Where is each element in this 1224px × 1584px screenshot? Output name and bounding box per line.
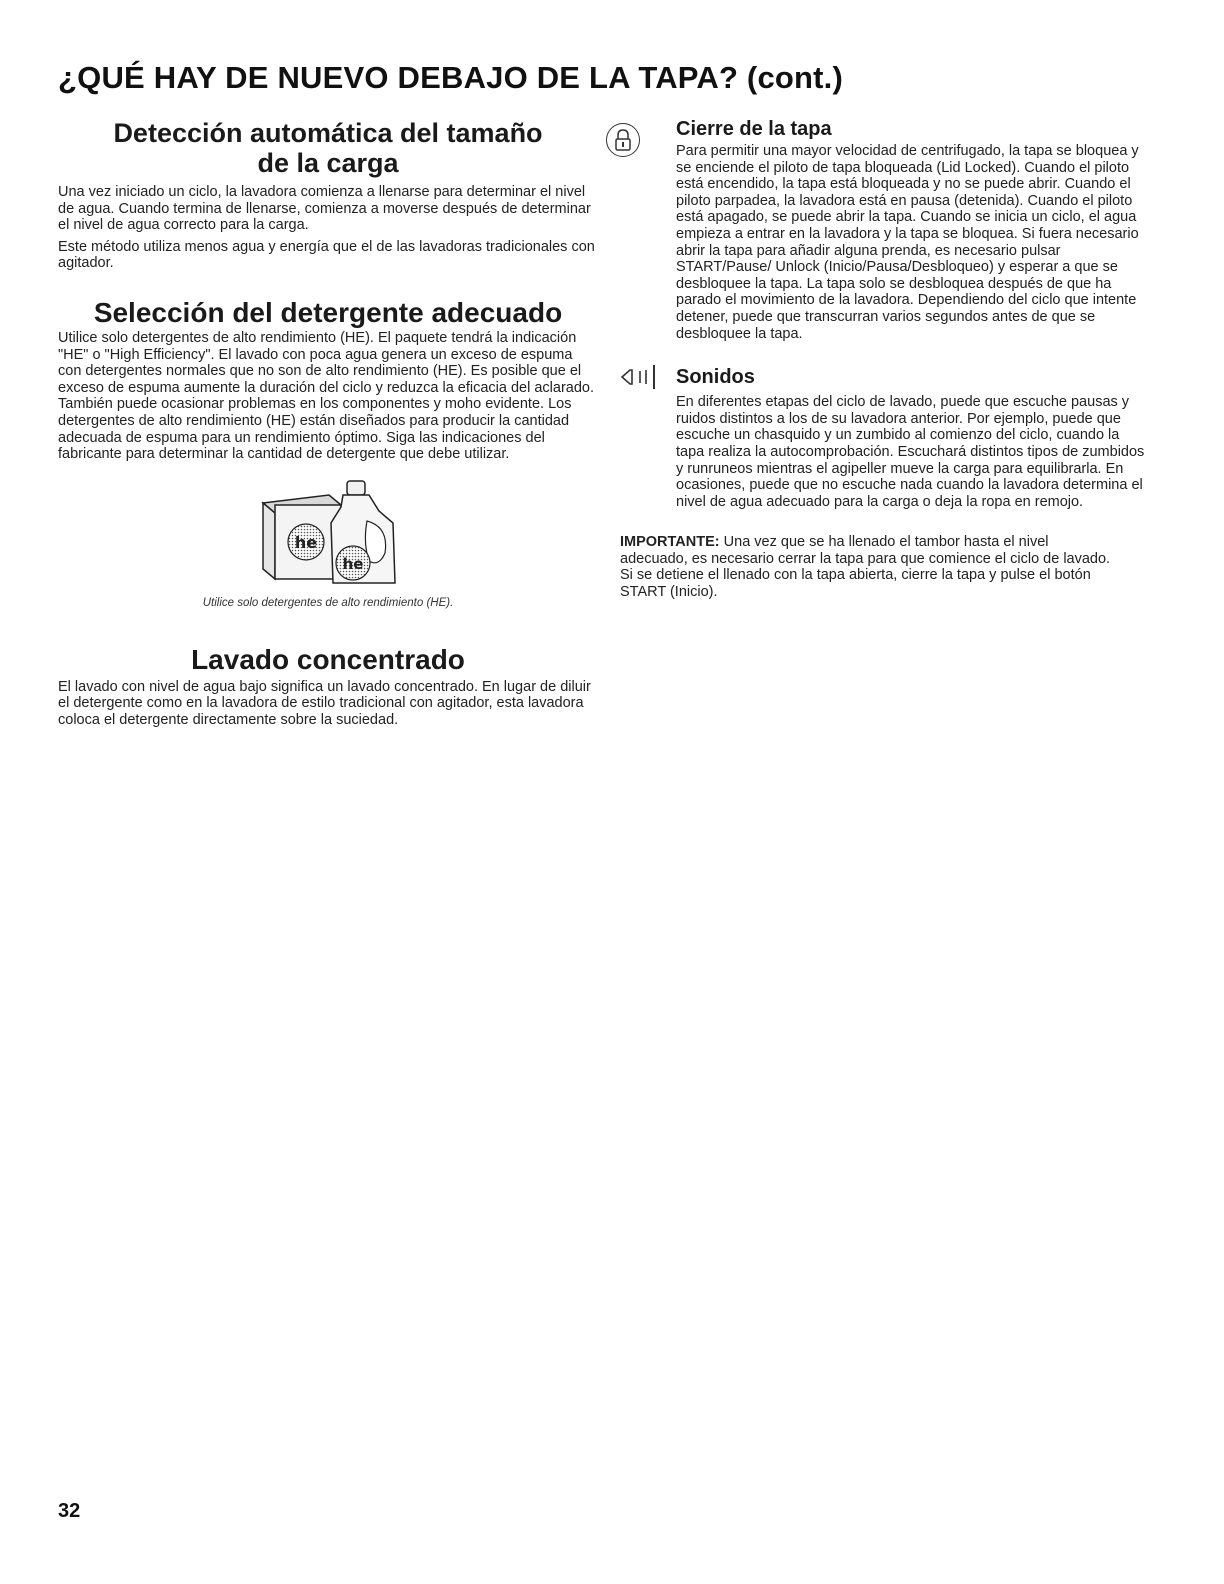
detergent-illustration bbox=[58, 477, 598, 589]
heading-line: de la carga bbox=[257, 148, 399, 178]
section-heading: Cierre de la tapa bbox=[676, 118, 832, 140]
important-note bbox=[620, 534, 1120, 600]
section-lavado bbox=[58, 645, 598, 729]
paragraph: Una vez iniciado un ciclo, la lavadora comienza a llenarse para determinar el nivel de agua. Cuando termina de llenarse, comienza a moverse después de determinar el nivel de agua correcto para la carga. bbox=[58, 184, 591, 234]
section-heading: Sonidos bbox=[676, 366, 755, 389]
speaker-icon bbox=[620, 362, 666, 392]
important-text: Una vez que se ha llenado el tambor hasta el nivel adecuado, es necesario cerrar la tapa para que comience el ciclo de lavado. Si se detiene el llenado con la tapa abierta, cierre la tapa y pulse el botón START (Inicio). bbox=[620, 534, 1111, 601]
section-sonidos bbox=[612, 366, 1152, 510]
he-logo-text: he bbox=[342, 554, 364, 573]
paragraph: El lavado con nivel de agua bajo significa un lavado concentrado. En lugar de diluir el detergente como en la lavadora de estilo tradicional con agitador, esta lavadora coloca el detergente directamente sobre la suciedad. bbox=[58, 678, 591, 728]
lock-icon bbox=[606, 123, 640, 157]
paragraph: Este método utiliza menos agua y energía que el de las lavadoras tradicionales con agitador. bbox=[58, 238, 595, 272]
section-heading bbox=[58, 118, 598, 178]
paragraph: En diferentes etapas del ciclo de lavado, puede que escuche pausas y ruidos distintos a los de su lavadora anterior. Por ejemplo, puede que escuche un chasquido y un zumbido al comienzo del ciclo, cuando la tapa realiza la autocomprobación. Escuchará distintos tipos de zumbidos y runruneos mientras el agipeller mueve la carga para equilibrarla. En ocasiones, puede que no escuche nada cuando la lavadora determina el nivel de agua adecuado para la carga o deja la ropa en remojo. bbox=[676, 394, 1145, 510]
section-cierre bbox=[612, 118, 1152, 342]
he-logo-text: he bbox=[294, 532, 318, 552]
section-heading: Lavado concentrado bbox=[191, 643, 465, 675]
heading-line: Detección automática del tamaño bbox=[113, 118, 543, 148]
paragraph: Para permitir una mayor velocidad de centrifugado, la tapa se bloquea y se enciende el piloto de tapa bloqueada (Lid Locked). Cuando el piloto está encendido, la tapa está bloqueada y no se puede abrir. Cuando el piloto parpadea, la lavadora está en pausa (detenida). Cuando el piloto está apagado, se puede abrir la tapa. Cuando se inicia un ciclo, el agua empieza a entrar en la lavadora y la tapa se bloquea. Si fuera necesario abrir la tapa para añadir alguna prenda, es necesario pulsar START/Pause/ Unlock (Inicio/Pausa/Desbloqueo) y esperar a que se desbloquee la tapa. La tapa solo se desbloquea después de que ha parado el movimiento de la lavadora. Dependiendo del ciclo que intente detener, puede que transcurran varios segundos antes de que se desbloquee la tapa. bbox=[676, 143, 1139, 342]
paragraph: Utilice solo detergentes de alto rendimiento (HE). El paquete tendrá la indicación "HE" o "High Efficiency". El lavado con poca agua genera un exceso de espuma con detergentes normales que no son de alto rendimiento (HE). Es posible que el exceso de espuma aumente la duración del ciclo y reduzca la eficacia del aclarado. También puede ocasionar problemas en los componentes y moho evidente. Los detergentes de alto rendimiento (HE) están diseñados para producir la cantidad adecuada de espuma para un rendimiento óptimo. Siga las indicaciones del fabricante para determinar la cantidad de detergente que debe utilizar. bbox=[58, 329, 595, 463]
figure-caption: Utilice solo detergentes de alto rendimiento (HE). bbox=[202, 596, 454, 609]
section-deteccion bbox=[58, 118, 598, 272]
section-seleccion bbox=[58, 298, 598, 609]
page-number: 32 bbox=[58, 1500, 81, 1522]
he-detergent-icon bbox=[243, 477, 413, 589]
section-heading: Selección del detergente adecuado bbox=[93, 296, 563, 328]
right-column bbox=[612, 118, 1152, 601]
left-column bbox=[58, 118, 598, 729]
page-title: ¿QUÉ HAY DE NUEVO DEBAJO DE LA TAPA? (cont.) bbox=[58, 60, 844, 95]
important-label: IMPORTANTE: bbox=[620, 534, 720, 551]
